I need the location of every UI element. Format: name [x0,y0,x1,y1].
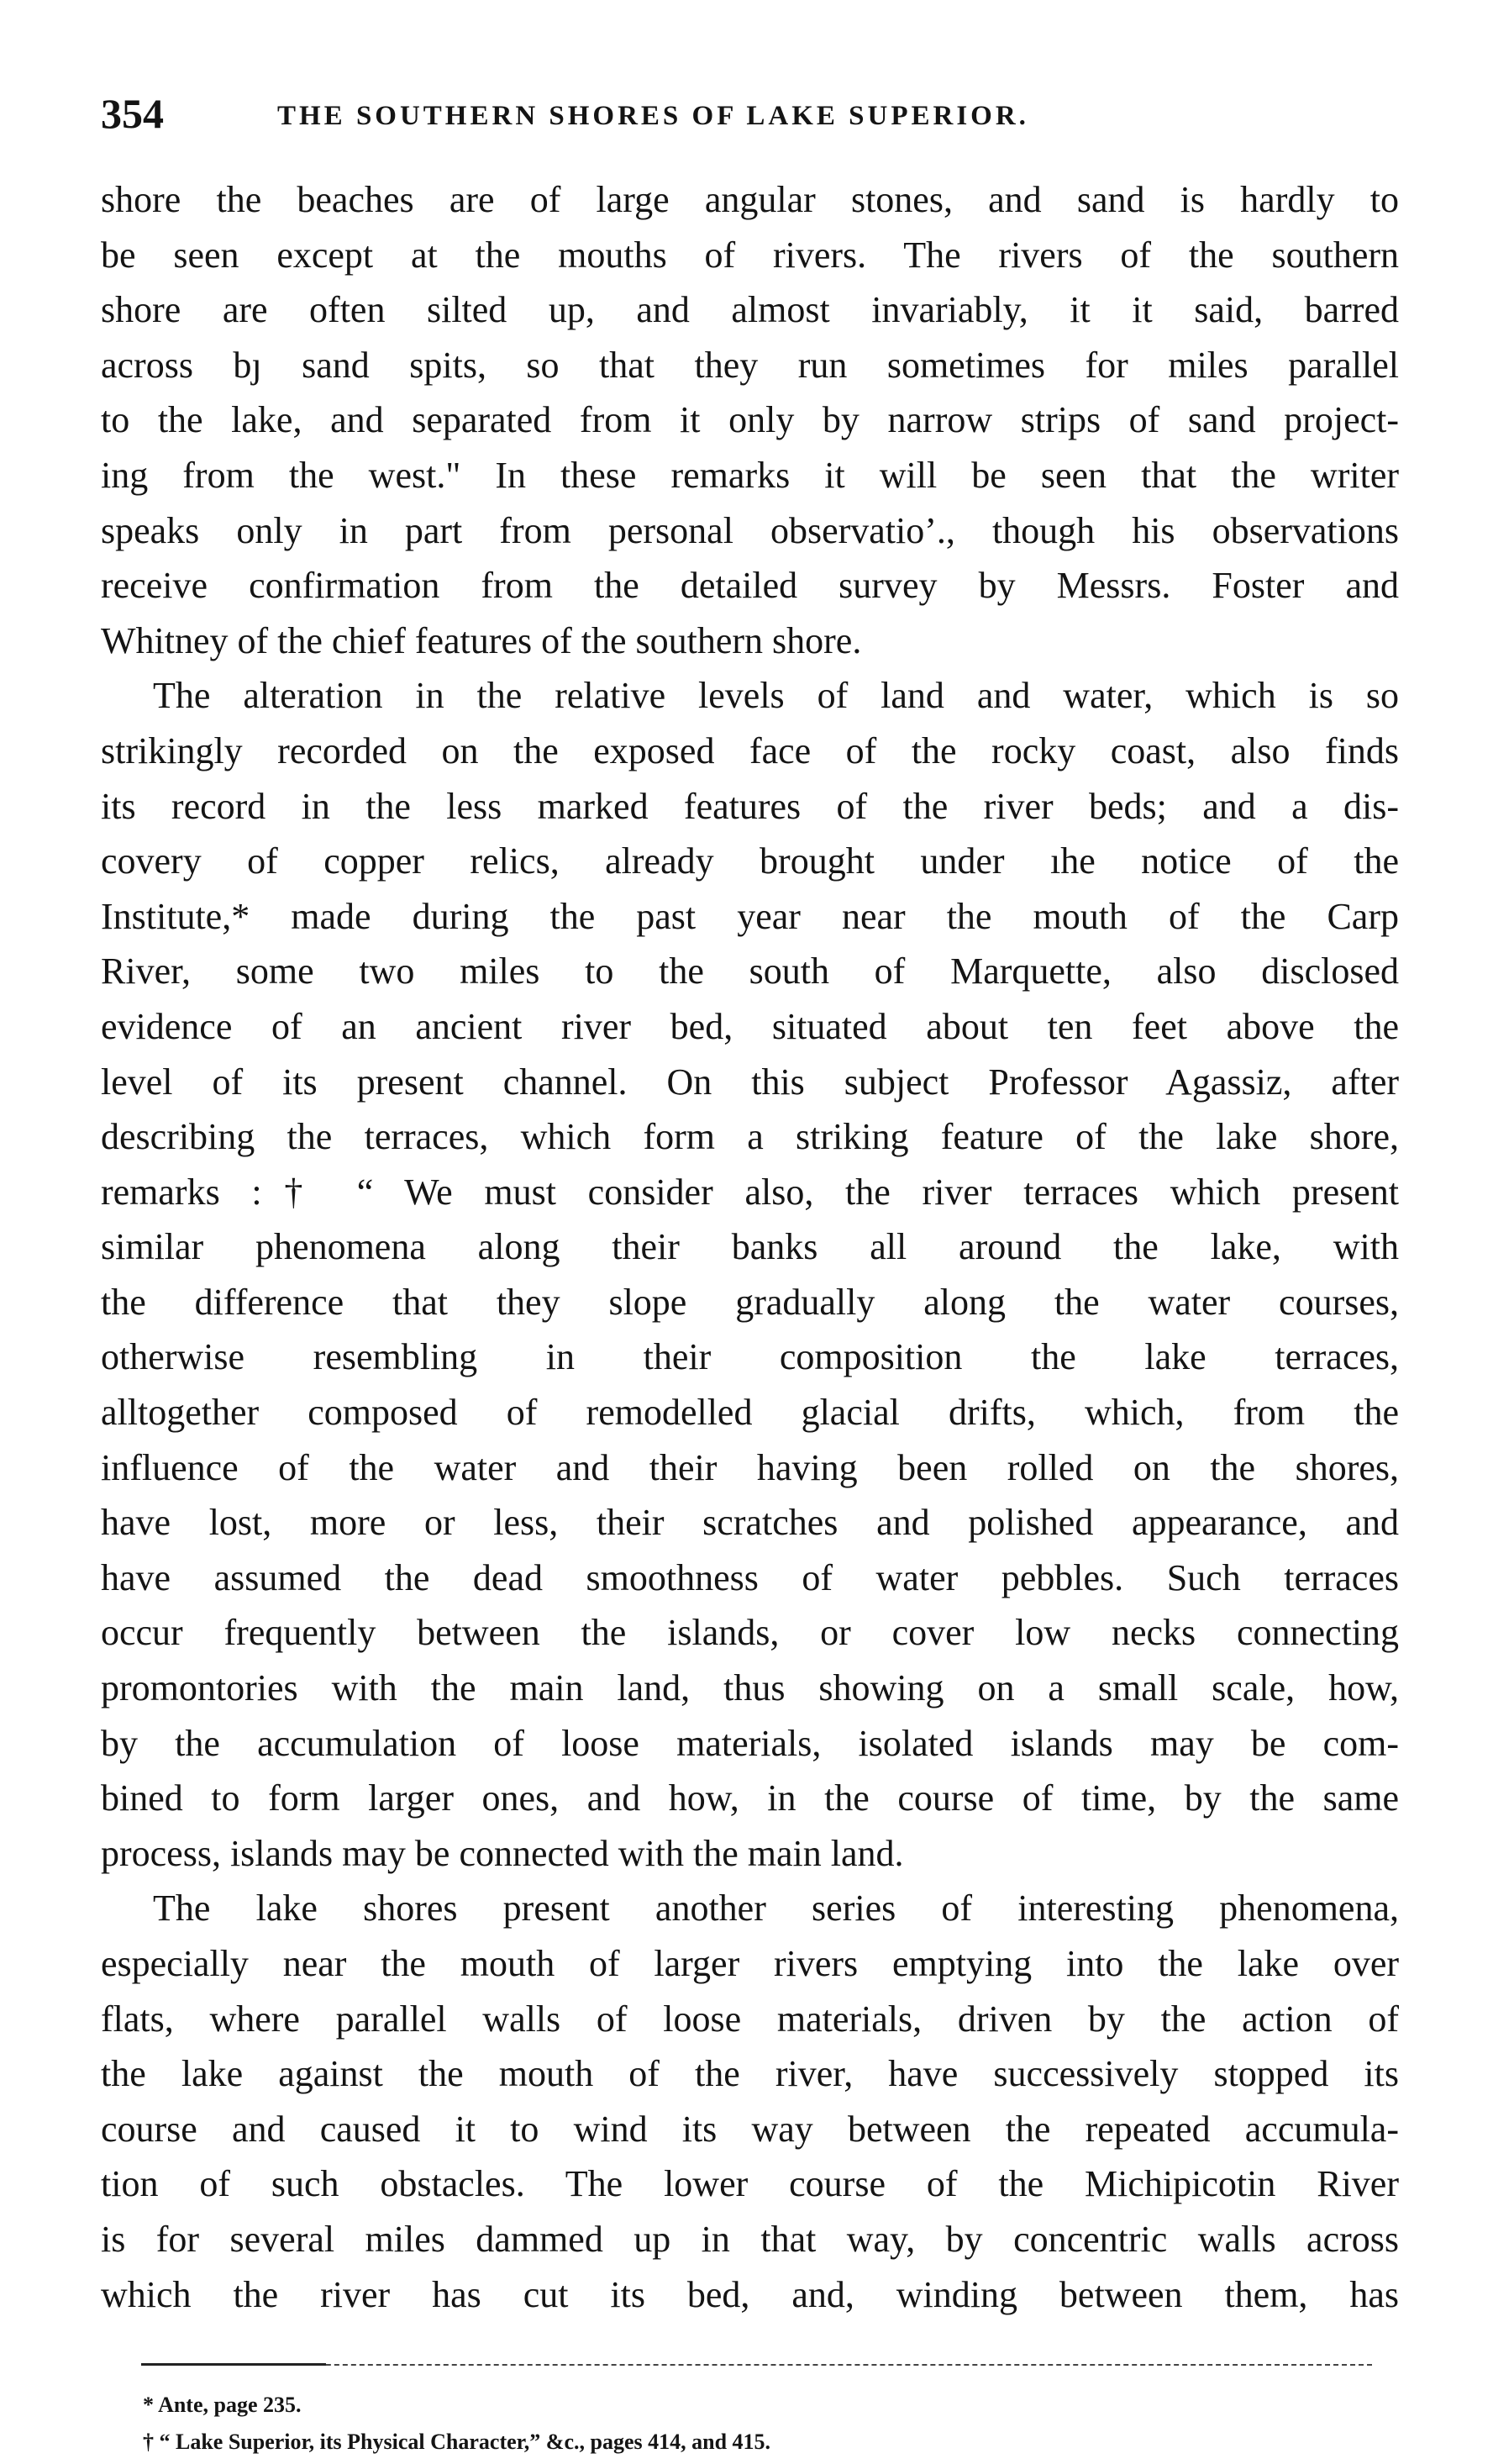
text-line: is for several miles dammed up in that way, by concentric walls across [101,2218,1399,2260]
paragraph-first-line: The lake shores present another series of interesting phenomena, [153,1887,1399,1930]
text-line: level of its present channel. On this subject Professor Agassiz, after [101,1061,1399,1103]
paragraph-end-line: Whitney of the chief features of the southern shore. [101,619,862,661]
text-line: course and caused it to wind its way between the repeated accumula- [101,2108,1399,2150]
body-text [101,172,1399,2322]
text-line: promontories with the main land, thus showing on a small scale, how, [101,1667,1399,1709]
footnotes [143,2387,1403,2461]
text-line: its record in the less marked features of the river beds; and a dis- [101,785,1399,827]
text-line: have assumed the dead smoothness of water pebbles. Such terraces [101,1556,1399,1598]
paragraph-first-line: The alteration in the relative levels of land and water, which is so [153,675,1399,717]
footnote: * Ante, page 235. [143,2393,302,2417]
text-line: have lost, more or less, their scratches and polished appearance, and [101,1502,1399,1544]
text-line: strikingly recorded on the exposed face of the rocky coast, also finds [101,729,1399,771]
text-line: covery of copper relics, already brought under ıhe notice of the [101,840,1399,882]
text-line: similar phenomena along their banks all around the lake, with [101,1226,1399,1268]
running-header [101,84,1399,143]
text-line: be seen except at the mouths of rivers. The rivers of the southern [101,234,1399,276]
text-line: ing from the west." In these remarks it will be seen that the writer [101,454,1399,496]
text-line: across bȷ sand spits, so that they run sometimes for miles parallel [101,344,1399,386]
text-line: bined to form larger ones, and how, in the course of time, by the same [101,1777,1399,1819]
text-line: by the accumulation of loose materials, isolated islands may be com- [101,1722,1399,1764]
text-line: shore the beaches are of large angular stones, and sand is hardly to [101,179,1399,220]
text-line: describing the terraces, which form a striking feature of the lake shore, [101,1116,1399,1158]
text-line: speaks only in part from personal observatio’., though his observations [101,509,1399,551]
text-line: tion of such obstacles. The lower course of the Michipicotin River [101,2163,1399,2205]
text-line: occur frequently between the islands, or cover low necks connecting [101,1612,1399,1654]
text-line: influence of the water and their having been rolled on the shores, [101,1446,1399,1488]
text-line: the lake against the mouth of the river, have successively stopped its [101,2053,1399,2095]
text-line: shore are often silted up, and almost invariably, it it said, barred [101,289,1399,331]
text-line: to the lake, and separated from it only by narrow strips of sand project- [101,399,1399,441]
text-line: the difference that they slope gradually along the water courses, [101,1281,1399,1323]
text-line: receive confirmation from the detailed survey by Messrs. Foster and [101,565,1399,607]
paragraph-end-line: process, islands may be connected with the main land. [101,1832,904,1874]
text-line: flats, where parallel walls of loose materials, driven by the action of [101,1998,1399,2040]
text-line: River, some two miles to the south of Marquette, also disclosed [101,950,1399,992]
text-line: alltogether composed of remodelled glacial drifts, which, from the [101,1392,1399,1434]
text-line: Institute,* made during the past year near the mouth of the Carp [101,895,1399,937]
text-line: remarks :† “ We must consider also, the river terraces which present [101,1171,1399,1213]
text-line: which the river has cut its bed, and, winding between them, has [101,2273,1399,2315]
text-line: evidence of an ancient river bed, situated about ten feet above the [101,1005,1399,1047]
text-line: especially near the mouth of larger rivers emptying into the lake over [101,1943,1399,1984]
footnote: † “ Lake Superior, its Physical Character,” &c., pages 414, and 415. [143,2430,771,2454]
footnote-rule [141,2363,326,2366]
page-number: 354 [101,90,164,137]
running-title: THE SOUTHERN SHORES OF LAKE SUPERIOR. [277,101,1029,131]
text-line: otherwise resembling in their composition the lake terraces, [101,1336,1399,1378]
